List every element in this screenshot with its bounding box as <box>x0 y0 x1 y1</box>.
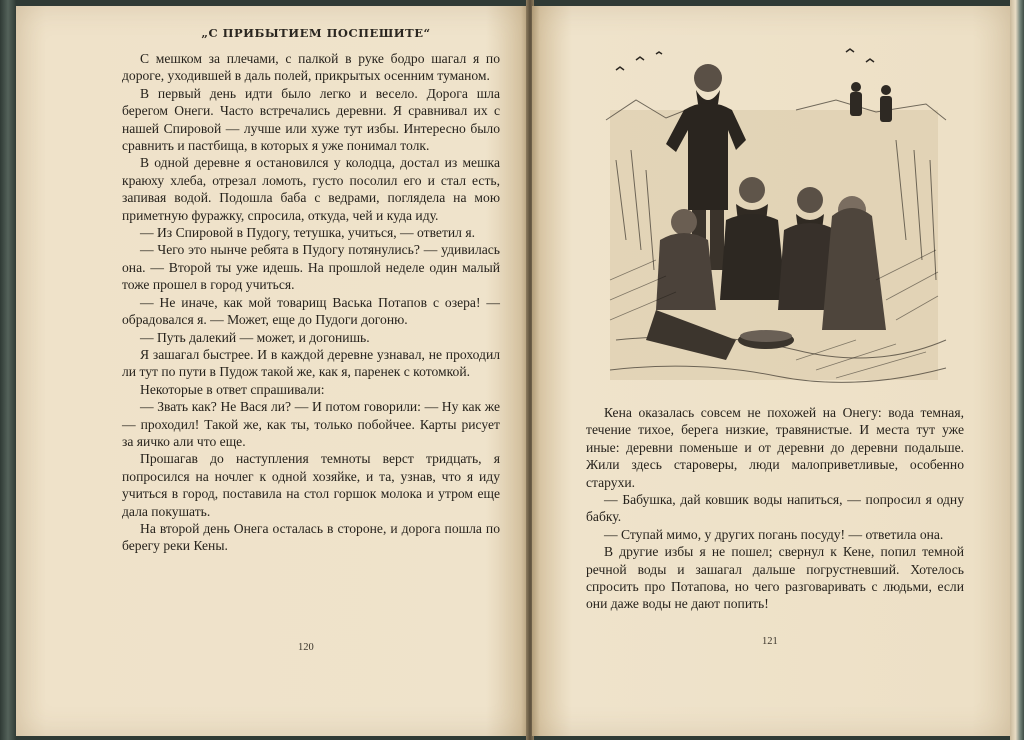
paragraph: — Не иначе, как мой товарищ Васька Потапов с озера! — обрадовался я. — Может, еще до Пудоги догоню. <box>122 294 500 328</box>
paragraph: Кена оказалась совсем не похожей на Онегу: вода темная, течение тихое, берега низкие, травянистые. И места тут уже иные: деревни поменьше и от деревни до деревни подальше. Жили здесь староверы, люди малоприветливые, особенно старухи. <box>586 405 964 490</box>
paragraph: В другие избы я не пошел; свернул к Кене, попил темной речной воды и зашагал дальше погрустневший. Хотелось спросить про Потапова, но чего разговаривать с людьми, если они даже воды не дают попить! <box>586 544 964 612</box>
illustration-peasants-in-field <box>596 40 952 386</box>
paragraph: — Бабушка, дай ковшик воды напиться, — попросил я одну бабку. <box>586 492 964 525</box>
right-page <box>532 6 1010 736</box>
paragraph: — Ступай мимо, у других погань посуду! — ответила она. <box>604 526 944 542</box>
left-page <box>16 6 528 736</box>
page-number-right: 121 <box>762 636 778 647</box>
paragraph: В одной деревне я остановился у колодца, достал из мешка краюху хлеба, отрезал ломоть, густо посолил его и стал есть, запивая водой. Подошла баба с ведрами, поглядела на мою приметную фуражку, спросила, откуда, чей и куда иду. <box>122 155 500 223</box>
page-number-left: 120 <box>298 642 314 653</box>
paragraph: В первый день идти было легко и весело. Дорога шла берегом Онеги. Часто встречались деревни. Я сравнивал их с нашей Спировой — лучше или хуже тут избы. Интересно было сравнить и пастбища, в которых я уже понимал толк. <box>122 85 500 154</box>
paragraph: — Чего это нынче ребята в Пудогу потянулись? — удивилась она. — Второй ты уже идешь. На прошлой неделе один малый тоже прошел в город учиться. <box>122 242 500 293</box>
paragraph: Некоторые в ответ спрашивали: <box>140 381 325 397</box>
paragraph: — Из Спировой в Пудогу, тетушка, учиться, — ответил я. <box>140 225 476 241</box>
left-page-text <box>122 50 500 555</box>
paragraph: — Путь далекий — может, и догонишь. <box>140 329 370 345</box>
running-head: „С ПРИБЫТИЕМ ПОСПЕШИТЕ“ <box>201 26 431 40</box>
right-page-text <box>586 404 964 613</box>
paragraph: — Звать как? Не Вася ли? — И потом говорили: — Ну как же — проходил! Такой же, как ты, только побойчее. Карты рисует за яичко али что еще. <box>122 399 500 449</box>
paragraph: Я зашагал быстрее. И в каждой деревне узнавал, не проходил ли тут по пути в Пудож такой же, как я, паренек с котомкой. <box>122 346 500 380</box>
paragraph: Прошагав до наступления темноты верст тридцать, я попросился на ночлег к одной хозяйке, и та, узнав, что я иду учиться в город, поставила на стол горшок молока и утром еще дала покушать. <box>122 451 500 519</box>
paragraph: С мешком за плечами, с палкой в руке бодро шагал я по дороге, уходившей в даль полей, прикрытых осенним туманом. <box>122 51 500 84</box>
paragraph: На второй день Онега осталась в стороне, и дорога пошла по берегу реки Кены. <box>122 520 500 554</box>
book-edge <box>1010 0 1024 740</box>
